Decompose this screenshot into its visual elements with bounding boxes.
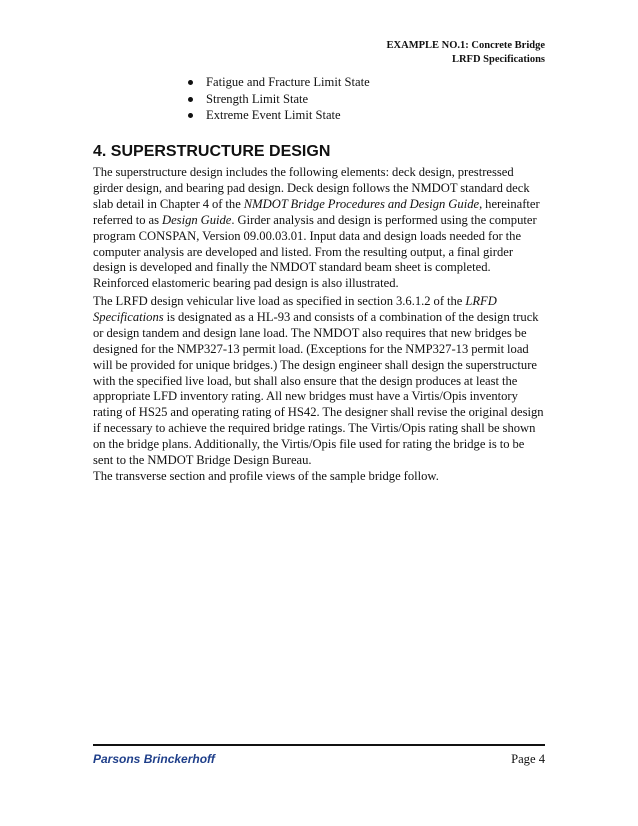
section-heading: 4. SUPERSTRUCTURE DESIGN	[93, 143, 331, 160]
list-item: Fatigue and Fracture Limit State	[186, 74, 370, 91]
header-title: EXAMPLE NO.1: Concrete Bridge	[386, 40, 545, 51]
paragraph-superstructure	[93, 165, 545, 292]
list-item: Extreme Event Limit State	[186, 107, 370, 124]
header-subtitle: LRFD Specifications	[451, 54, 545, 65]
paragraph-text: . Girder analysis and design is performed using the computer program CONSPAN, Version 09.00.03.01. Input data and design loads needed for the computer analysis are developed and listed. From the resulting output, a final girder design is developed and finally the NMDOT standard beam sheet is completed. Reinforced elastomeric bearing pad design is also illustrated.	[93, 212, 537, 291]
design-guide-title: NMDOT Bridge Procedures and Design Guide	[243, 196, 480, 211]
limit-state-list	[186, 74, 370, 124]
lrfd-spec-title: LRFD Specifications	[93, 294, 497, 324]
paragraph-text: The superstructure design includes the following elements: deck design, prestressed girder design, and bearing pad design. Deck design follows the NMDOT standard deck slab detail in Chapter 4 of the	[93, 165, 530, 211]
company-name: Parsons Brinckerhoff	[93, 752, 215, 766]
paragraph-live-load	[93, 294, 545, 469]
paragraph-text: , hereinafter referred to as	[93, 196, 540, 227]
paragraph-text: The LRFD design vehicular live load as specified in section 3.6.1.2 of the	[93, 294, 466, 308]
paragraph-views: The transverse section and profile views of the sample bridge follow.	[93, 469, 439, 483]
page-header	[387, 39, 545, 67]
list-item: Strength Limit State	[186, 91, 370, 108]
page-number: Page 4	[511, 752, 545, 766]
design-guide-short: Design Guide	[161, 212, 232, 227]
footer-divider	[93, 744, 545, 746]
paragraph-text: is designated as a HL-93 and consists of a combination of the design truck or design tandem and design lane load. The NMDOT also requires that new bridges be designed for the NMP327-13 permit load. (Exceptions for the NMP327-13 permit load will be provided for unique bridges.) The design engineer shall design the superstructure with the specified live load, but shall also ensure that the design produces at least the appropriate LFD inventory rating. All new bridges must have a Virtis/Opis inventory rating of HS25 and operating rating of HS42. The designer shall revise the original design if necessary to achieve the required bridge ratings. The Virtis/Opis rating shall be shown on the bridge plans. Additionally, the Virtis/Opis file used for rating the bridge is to be sent to the NMDOT Bridge Design Bureau.	[93, 309, 544, 468]
